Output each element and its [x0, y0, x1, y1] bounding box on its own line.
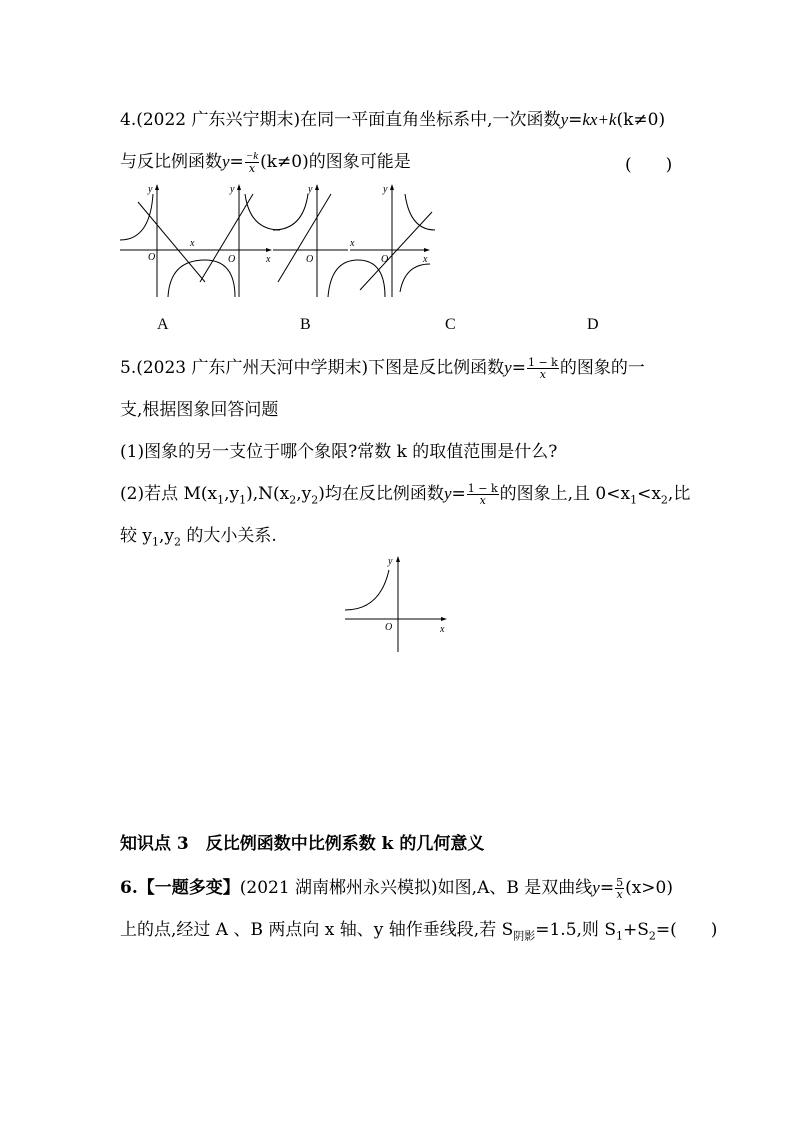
graph-d — [350, 184, 435, 297]
q6-fraction: $\frac{5}{x}$ — [616, 876, 624, 901]
q5-line-last: 较 $y_1,y_2$ 的大小关系. — [120, 526, 277, 549]
graph-d-origin: O — [381, 254, 389, 265]
q5-x-label: x — [440, 624, 445, 635]
q4-graphs — [0, 182, 794, 302]
graph-d-x-label: x — [423, 254, 428, 265]
q5-line2 — [120, 398, 278, 422]
graph-c-origin: O — [306, 254, 314, 265]
q4-fraction: $\frac{-k}{x}$ — [245, 150, 259, 175]
q5-text1b: 的图象的一 — [559, 358, 645, 378]
q6-line1: 6.【一题多变】(2021 湖南郴州永兴模拟)如图,A、B 是双曲线y= $\frac{5}{x}$ (x>0) — [120, 876, 673, 901]
q4-text3: (k≠0)的图象可能是 — [260, 152, 411, 172]
q4-y: y — [560, 110, 569, 129]
q4-condition: (k≠0) — [616, 110, 666, 130]
q5-line1: 5.(2023 广东广州天河中学期末)下图是反比例函数y= $\frac{1 - k}{x}$ 的图象的一 — [120, 356, 645, 381]
q5-y-label: y — [388, 556, 393, 567]
graph-a-origin: O — [148, 252, 156, 263]
q5-graph — [340, 552, 460, 652]
q4-line2: 与反比例函数y= $\frac{-k}{x}$ (k≠0)的图象可能是 — [120, 150, 411, 175]
q4-text2: 与反比例函数 — [120, 152, 222, 172]
graph-b — [195, 184, 280, 297]
q5-origin: O — [385, 622, 393, 633]
graph-c-x-label: x — [350, 238, 355, 249]
graph-b-x-label: x — [266, 254, 271, 265]
q4-answer-bracket: ( ) — [625, 155, 673, 175]
q5-fraction: $\frac{1 - k}{x}$ — [527, 356, 558, 381]
graph-b-origin: O — [228, 254, 236, 265]
q5-part1 — [120, 440, 557, 464]
q6-tag: 6.【一题多变】 — [120, 878, 240, 898]
graph-c — [273, 184, 385, 297]
option-b-label: B — [300, 316, 311, 333]
q5-text1: 5.(2023 广东广州天河中学期末)下图是反比例函数 — [120, 358, 505, 378]
option-d-label: D — [587, 316, 599, 333]
graph-a-x-label: x — [190, 238, 195, 249]
graph-c-y-label: y — [308, 184, 313, 195]
q4-linear-expr: kx+k — [582, 110, 617, 129]
q5-text2: 支,根据图象回答问题 — [120, 400, 279, 420]
graph-b-y-label: y — [230, 184, 235, 195]
option-c-label: C — [445, 316, 456, 333]
graph-a — [120, 184, 235, 297]
q5-fraction-2: $\frac{1 - k}{x}$ — [467, 482, 498, 507]
q5-part2: (2)若点 $M(x_1,y_1),N(x_2,y_2)$均在反比例函数y= $\frac{1 - k}{x}$ 的图象上,且 $0<x_1<x_2$,比 — [120, 482, 691, 507]
q4-line1 — [120, 108, 665, 132]
q5-part1-text: (1)图象的另一支位于哪个象限?常数 k 的取值范围是什么? — [120, 442, 558, 462]
q4-eq: = — [568, 110, 583, 130]
section-title: 知识点 3 反比例函数中比例系数 k 的几何意义 — [120, 834, 485, 854]
q6-line2: 上的点,经过 A 、B 两点向 x 轴、y 轴作垂线段,若 $S_{阴影}=1.5$,则 $S_1+S_2=$( ) — [120, 920, 718, 943]
graph-d-y-label: y — [383, 184, 388, 195]
graph-a-y-label: y — [148, 184, 153, 195]
option-a-label: A — [157, 316, 169, 333]
q4-text: 4.(2022 广东兴宁期末)在同一平面直角坐标系中,一次函数 — [120, 110, 561, 130]
